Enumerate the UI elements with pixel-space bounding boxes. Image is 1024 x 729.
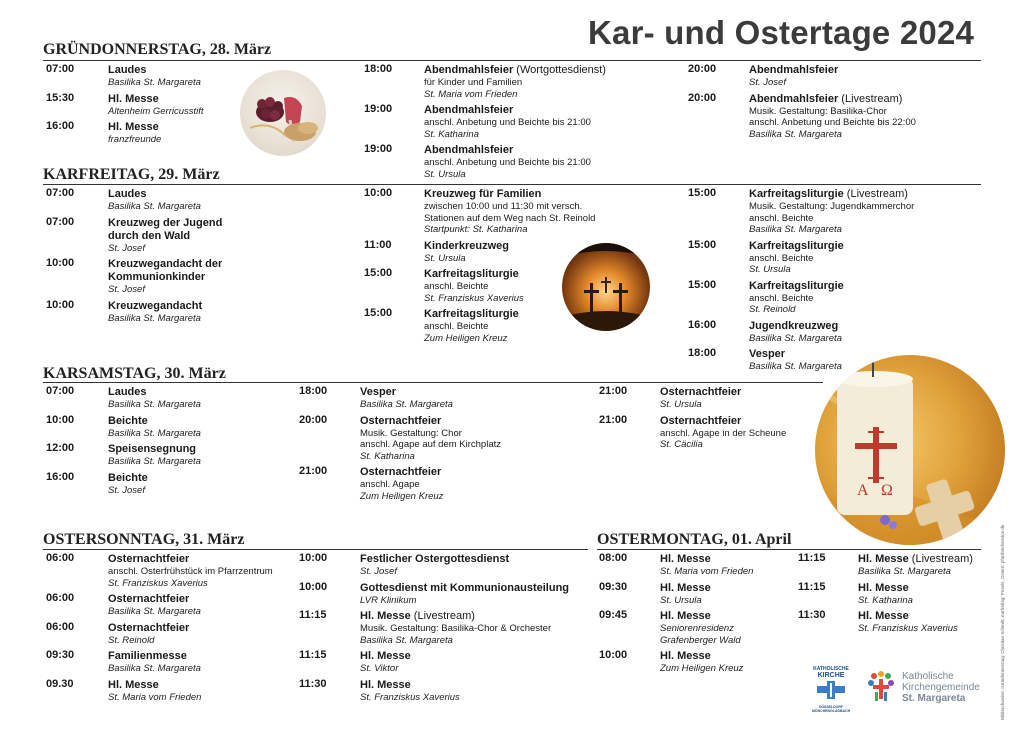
event-description: anschl. Beichte (749, 212, 814, 224)
event-name (660, 582, 711, 595)
event-name (108, 93, 204, 106)
event-name-text: Osternachtfeier (360, 466, 442, 478)
event-time: 15:30 (46, 91, 75, 104)
event-name-text: Jugendkreuzweg (749, 319, 839, 332)
event-details (660, 650, 743, 675)
event-name-text: Osternachtfeier (108, 593, 190, 605)
event-location: Seniorenresidenz (660, 623, 734, 634)
section-title-ostermontag: OSTERMONTAG, 01. April (597, 531, 792, 548)
event-name-text: Kreuzwegandacht (108, 299, 203, 312)
event-description: anschl. Agape auf dem Kirchplatz (360, 439, 502, 450)
event-time: 09:45 (599, 609, 628, 621)
event-name (108, 650, 201, 663)
event-location: Zum Heiligen Kreuz (660, 663, 744, 674)
event-time: 10:00 (46, 413, 75, 426)
event-details (108, 622, 189, 647)
event-name (108, 386, 201, 399)
bread-wine-image (240, 70, 326, 156)
event-name-text: Gottesdienst mit Kommunionausteilung (360, 581, 570, 594)
event-details (108, 650, 201, 675)
event-time: 06:00 (46, 552, 75, 564)
event-details (360, 582, 569, 607)
event-name-suffix: (Livestream) (410, 610, 475, 622)
event-location: St. Katharina (424, 128, 479, 140)
event-name (424, 188, 595, 201)
event-details (660, 582, 711, 607)
event-time: 11:30 (299, 677, 327, 690)
event-location: St. Ursula (424, 252, 466, 264)
event-time: 16:00 (46, 470, 75, 483)
event-details (660, 553, 753, 578)
event-time: 07:00 (46, 63, 75, 75)
event-description: Musik. Gestaltung: Basilika-Chor (749, 105, 887, 117)
event-location: St. Josef (108, 484, 145, 496)
event-name (660, 415, 786, 428)
event-name (858, 582, 913, 595)
event-location: Basilika St. Margareta (749, 332, 842, 344)
event-location: St. Josef (749, 77, 786, 88)
event-time: 06:00 (46, 592, 75, 604)
event-details (360, 679, 460, 704)
event-description: Musik. Gestaltung: Jugendkammerchor (749, 201, 915, 212)
section-rule (43, 60, 981, 61)
event-time: 18:00 (299, 385, 328, 397)
event-name (749, 320, 842, 333)
event-location: Basilika St. Margareta (360, 399, 453, 410)
event-name (749, 240, 844, 253)
event-details (360, 650, 411, 675)
event-time: 15:00 (364, 307, 393, 319)
event-name-text: Karfreitagsliturgie (749, 279, 844, 292)
event-name-text: Hl. Messe (108, 121, 159, 133)
event-name-text: Vesper (749, 348, 786, 360)
section-title-ostersonntag: OSTERSONNTAG, 31. März (43, 531, 245, 548)
event-location: St. Katharina (360, 450, 415, 462)
event-location: St. Franziskus Xaverius (424, 292, 524, 304)
event-time: 19:00 (364, 103, 393, 115)
event-details (749, 64, 838, 89)
event-details (858, 553, 973, 578)
event-name (660, 610, 741, 623)
event-name-text: Hl. Messe (360, 650, 411, 662)
event-name (749, 348, 842, 361)
event-description: anschl. Anbetung und Beichte bis 21:00 (424, 157, 591, 168)
event-location: St. Franziskus Xaverius (108, 577, 208, 589)
event-location: franzfreunde (108, 134, 162, 145)
event-location: St. Ursula (660, 594, 702, 606)
event-location: Zum Heiligen Kreuz (424, 332, 508, 344)
event-time: 10:00 (299, 580, 328, 593)
event-name (108, 64, 201, 77)
event-description: anschl. Anbetung und Beichte bis 22:00 (749, 117, 916, 128)
event-time: 16:00 (46, 120, 75, 132)
event-details (660, 610, 741, 646)
event-time: 20:00 (299, 413, 328, 426)
event-name (108, 258, 222, 271)
event-details (749, 240, 844, 276)
event-details (660, 415, 786, 451)
event-name (424, 308, 519, 321)
event-location: LVR Klinikum (360, 594, 417, 606)
event-name-text: Kreuzweg der Jugend (108, 216, 223, 229)
event-location: Basilika St. Margareta (108, 312, 201, 324)
event-location: Basilika St. Margareta (108, 456, 201, 467)
event-location: St. Maria vom Frieden (660, 566, 754, 577)
event-details (858, 610, 958, 635)
event-location: St. Maria vom Frieden (424, 88, 518, 100)
event-name-text: Hl. Messe (660, 581, 711, 594)
event-time: 07:00 (46, 215, 75, 228)
event-details (108, 679, 201, 704)
event-time: 10:00 (599, 649, 628, 661)
event-name-text: Hl. Messe (660, 610, 711, 622)
event-name-text: Festlicher Ostergottesdienst (360, 553, 510, 565)
event-name-text: Hl. Messe (660, 650, 711, 662)
event-time: 11:15 (299, 609, 327, 621)
event-description: anschl. Beichte (749, 292, 814, 304)
event-name (360, 386, 453, 399)
event-name (108, 679, 201, 692)
event-name (749, 188, 914, 201)
event-time: 18:00 (688, 347, 717, 359)
event-location: Basilika St. Margareta (360, 634, 453, 646)
event-details (360, 415, 501, 463)
event-location: Zum Heiligen Kreuz (360, 490, 444, 502)
event-name-text: Beichte (108, 471, 148, 484)
event-time: 20:00 (688, 91, 717, 104)
event-name-text: Laudes (108, 188, 147, 200)
event-time: 09:30 (46, 649, 75, 661)
event-name-text: Karfreitagsliturgie (749, 239, 844, 252)
section-rule (43, 184, 981, 185)
event-description: anschl. Agape in der Scheune (660, 427, 787, 439)
event-name (424, 64, 606, 77)
event-location: Basilika St. Margareta (108, 201, 201, 212)
event-name-text: Kreuzwegandacht der (108, 258, 223, 270)
event-name-text: Laudes (108, 64, 147, 76)
event-name (108, 443, 201, 456)
event-location: St. Josef (108, 242, 145, 254)
event-details (424, 144, 591, 180)
event-location: Startpunkt: St. Katharina (424, 224, 528, 235)
event-name (108, 622, 189, 635)
event-name (660, 386, 741, 399)
event-details (108, 300, 202, 325)
event-description: für Kinder und Familien (424, 77, 523, 88)
event-time: 15:00 (688, 278, 717, 291)
event-name (858, 553, 973, 566)
event-details (749, 280, 844, 316)
event-name-text: Hl. Messe (858, 610, 909, 622)
event-time: 15:00 (688, 187, 717, 199)
event-details (424, 268, 524, 304)
parish-line: St. Margareta (902, 693, 966, 704)
event-time: 11:15 (299, 649, 327, 661)
event-location-line2: Grafenberger Wald (660, 634, 741, 646)
event-name-text: Karfreitagsliturgie (424, 268, 519, 280)
event-description: anschl. Osterfrühstück im Pfarrzentrum (108, 566, 273, 577)
event-name-text: Hl. Messe (360, 610, 411, 622)
event-details (749, 348, 842, 373)
event-location: St. Ursula (424, 168, 466, 180)
event-description: zwischen 10:00 und 11:30 mit versch. (424, 201, 583, 212)
svg-text:A: A (857, 482, 869, 499)
crosses-sunset-image (562, 243, 650, 331)
event-time: 15:00 (688, 238, 717, 251)
katholische-kirche-logo (812, 666, 850, 713)
event-details (108, 472, 148, 497)
event-name (424, 144, 591, 157)
event-time: 20:00 (688, 63, 717, 75)
section-title-gruendonnerstag: GRÜNDONNERSTAG, 28. März (43, 41, 272, 58)
event-name-text: Kreuzweg für Familien (424, 188, 542, 200)
parish-logo-icon (866, 670, 896, 702)
event-description: anschl. Beichte (749, 252, 814, 264)
event-details (108, 121, 161, 146)
event-time: 10:00 (364, 187, 393, 199)
event-name (749, 64, 838, 77)
event-details (424, 64, 606, 100)
event-location: St. Viktor (360, 663, 399, 674)
event-name (858, 610, 958, 623)
event-time: 10:00 (46, 298, 75, 311)
event-name-text: Abendmahlsfeier (424, 104, 514, 116)
event-name (424, 104, 591, 117)
event-name-text: Hl. Messe (108, 678, 159, 691)
event-details (749, 93, 916, 141)
event-details (108, 386, 201, 411)
cross-logo-icon (812, 680, 850, 700)
event-name-text: Osternachtfeier (660, 386, 742, 398)
event-time: 21:00 (599, 413, 628, 426)
event-details (360, 610, 551, 646)
event-name (360, 679, 460, 692)
event-location: Basilika St. Margareta (858, 566, 951, 577)
event-time: 09:30 (599, 580, 628, 593)
event-time: 09.30 (46, 677, 74, 690)
event-details (858, 582, 913, 607)
event-time: 10:00 (46, 257, 75, 269)
event-name-text: Kinderkreuzweg (424, 239, 509, 252)
event-location: St. Josef (108, 284, 145, 295)
logo-line: KIRCHE (817, 672, 845, 679)
event-name-text: Osternachtfeier (660, 414, 742, 427)
event-time: 21:00 (599, 385, 628, 397)
event-location: St. Reinold (108, 634, 155, 646)
event-details (424, 308, 519, 344)
event-details (660, 386, 741, 411)
event-name-text: Hl. Messe (108, 92, 159, 105)
section-title-karsamstag: KARSAMSTAG, 30. März (43, 365, 226, 382)
event-details (108, 64, 201, 89)
event-name (108, 121, 161, 134)
event-name-text: Abendmahlsfeier (749, 92, 839, 105)
parish-line: Kirchengemeinde (902, 682, 980, 693)
event-name-text: Abendmahlsfeier (424, 64, 514, 76)
event-location: Basilika St. Margareta (749, 224, 842, 235)
event-location: Basilika St. Margareta (108, 399, 201, 410)
event-name-text: Hl. Messe (858, 581, 909, 594)
event-time: 18:00 (364, 63, 393, 75)
event-location: St. Ursula (749, 264, 791, 275)
event-details (108, 593, 201, 618)
logo-line: DÜSSELDORF MÖNCHENGLADBACH (812, 705, 851, 713)
event-name (660, 553, 753, 566)
event-time: 21:00 (299, 465, 328, 477)
event-time: 11:15 (798, 552, 826, 564)
event-name-suffix: (Livestream) (843, 188, 908, 200)
event-location: St. Reinold (749, 304, 796, 315)
event-description: anschl. Beichte (424, 321, 489, 332)
event-time: 07:00 (46, 385, 75, 397)
event-time: 12:00 (46, 442, 75, 454)
event-name-text: Karfreitagsliturgie (424, 308, 519, 320)
event-name (749, 280, 844, 293)
event-description: anschl. Beichte (424, 281, 489, 292)
event-name-text: Laudes (108, 386, 147, 398)
event-time: 15:00 (364, 267, 393, 279)
event-name (749, 93, 916, 106)
event-details (360, 386, 453, 411)
event-name-text: Osternachtfeier (108, 621, 190, 634)
event-time: 19:00 (364, 143, 393, 155)
event-name-text: Vesper (360, 386, 397, 398)
event-location: St. Josef (360, 566, 397, 577)
svg-text:Ω: Ω (881, 482, 893, 499)
easter-candle-image (815, 355, 1005, 545)
event-name-line2: Kommunionkinder (108, 271, 206, 283)
event-name-text: Abendmahlsfeier (424, 144, 514, 156)
event-name (360, 610, 551, 623)
event-details (360, 553, 509, 578)
event-details (424, 240, 509, 265)
event-time: 16:00 (688, 318, 717, 331)
section-rule (43, 382, 823, 383)
event-details (108, 553, 273, 589)
event-location: St. Maria vom Frieden (108, 691, 202, 703)
event-name-suffix: (Livestream) (908, 553, 973, 565)
parish-line: Katholische (902, 671, 954, 682)
event-description: Stationen auf dem Weg nach St. Reinold (424, 212, 596, 224)
event-name (108, 593, 201, 606)
event-time: 10:00 (299, 552, 328, 564)
logo-line: KATHOLISCHE (813, 666, 849, 672)
event-details (108, 443, 201, 468)
event-name (108, 472, 148, 485)
event-details (424, 188, 595, 236)
event-location: St. Ursula (660, 399, 702, 410)
event-name (360, 650, 411, 663)
event-name-line2: durch den Wald (108, 229, 191, 242)
event-time: 08:00 (599, 552, 628, 564)
event-details (108, 217, 222, 255)
event-name (424, 268, 524, 281)
event-time: 06:00 (46, 620, 75, 633)
event-name (108, 188, 201, 201)
event-name (660, 650, 743, 663)
event-name (108, 415, 201, 428)
event-description: anschl. Agape (360, 479, 420, 490)
event-name-text: Speisensegnung (108, 443, 197, 455)
event-location: St. Franziskus Xaverius (858, 623, 958, 634)
event-details (108, 258, 222, 296)
event-time: 07:00 (46, 187, 75, 199)
event-location: Basilika St. Margareta (749, 361, 842, 372)
event-name-text: Hl. Messe (660, 553, 711, 565)
event-location: Basilika St. Margareta (108, 663, 201, 674)
event-description: Musik. Gestaltung: Basilika-Chor & Orchester (360, 623, 552, 634)
event-name (360, 553, 509, 566)
event-name-suffix: (Livestream) (838, 92, 903, 105)
event-details (108, 188, 201, 213)
section-title-karfreitag: KARFREITAG, 29. März (43, 166, 220, 183)
event-name (424, 240, 509, 253)
event-name-text: Karfreitagsliturgie (749, 188, 844, 200)
event-details (424, 104, 591, 140)
event-time: 11:00 (364, 238, 392, 251)
event-details (360, 466, 443, 502)
event-description: anschl. Anbetung und Beichte bis 21:00 (424, 117, 591, 128)
event-name-suffix: (Wortgottesdienst) (513, 64, 606, 76)
image-credits: Bildnachweise: Gründonnerstag: Christian Schmitt, Karfreitag: Pexels, Ostern: pfarrbriefservice.de (1000, 524, 1005, 720)
event-name-text: Hl. Messe (858, 553, 909, 565)
event-details (749, 320, 842, 345)
event-location: Basilika St. Margareta (749, 128, 842, 140)
event-time: 11:30 (798, 609, 826, 621)
section-rule (597, 549, 981, 550)
event-description: Musik. Gestaltung: Chor (360, 427, 462, 439)
event-name (360, 466, 443, 479)
section-rule (43, 549, 588, 550)
event-location: Altenheim Gerricusstift (108, 105, 204, 117)
event-name-text: Hl. Messe (360, 678, 411, 691)
event-name (108, 300, 202, 313)
event-location: Basilika St. Margareta (108, 427, 201, 439)
event-details (108, 415, 201, 440)
event-details (108, 93, 204, 118)
event-name (360, 582, 569, 595)
event-name (108, 217, 222, 230)
parish-name (902, 671, 980, 704)
event-location: St. Katharina (858, 594, 913, 606)
event-details (749, 188, 914, 236)
event-time: 11:15 (798, 580, 826, 593)
event-location: St. Franziskus Xaverius (360, 691, 460, 703)
event-name-text: Familienmesse (108, 650, 187, 662)
event-location: St. Cäcilia (660, 439, 703, 450)
event-name (360, 415, 501, 428)
event-name-text: Osternachtfeier (108, 553, 190, 565)
event-location: Basilika St. Margareta (108, 606, 201, 617)
page-title: Kar- und Ostertage 2024 (588, 14, 975, 51)
event-name (108, 553, 273, 566)
event-name-text: Beichte (108, 414, 148, 427)
event-name-text: Abendmahlsfeier (749, 64, 839, 76)
event-name-text: Osternachtfeier (360, 414, 442, 427)
event-location: Basilika St. Margareta (108, 77, 201, 88)
